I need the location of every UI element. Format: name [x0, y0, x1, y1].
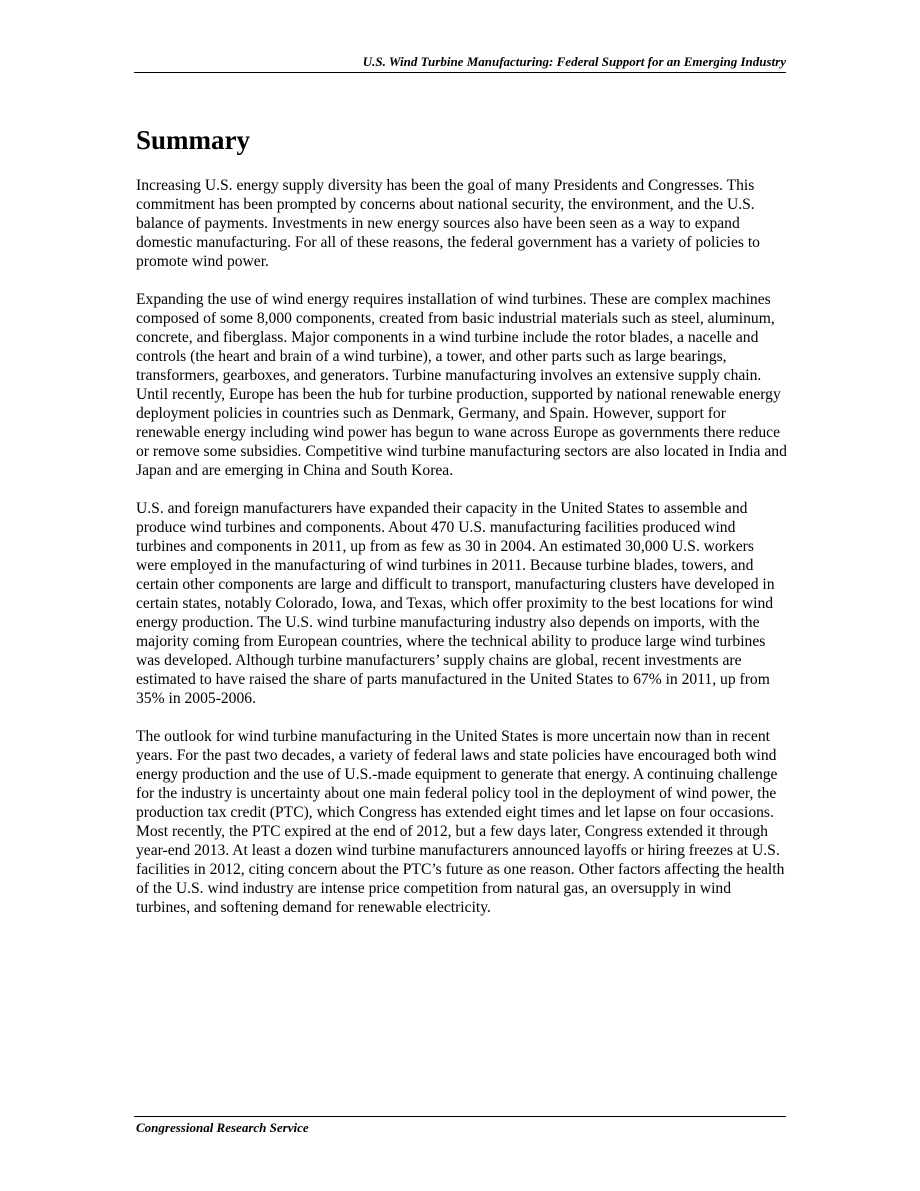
running-header: U.S. Wind Turbine Manufacturing: Federal Support for an Emerging Industry	[362, 54, 786, 69]
summary-paragraph-4: The outlook for wind turbine manufacturing in the United States is more uncertain now than in recent years. For the past two decades, a variety of federal laws and state policies have encouraged both wind energy production and the use of U.S.-made equipment to generate that energy. A continuing challenge for the industry is uncertainty about one main federal policy tool in the deployment of wind power, the production tax credit (PTC), which Congress has extended eight times and let lapse on four occasions. Most recently, the PTC expired at the end of 2012, but a few days later, Congress extended it through year-end 2013. At least a dozen wind turbine manufacturers announced layoffs or hiring freezes at U.S. facilities in 2012, citing concern about the PTC’s future as one reason. Other factors affecting the health of the U.S. wind industry are intense price competition from natural gas, an oversupply in wind turbines, and softening demand for renewable electricity.	[136, 728, 785, 916]
running-footer: Congressional Research Service	[136, 1120, 309, 1135]
summary-body	[136, 176, 788, 936]
header-divider	[134, 72, 786, 73]
summary-paragraph-3: U.S. and foreign manufacturers have expanded their capacity in the United States to assemble and produce wind turbines and components. About 470 U.S. manufacturing facilities produced wind turbines and components in 2011, up from as few as 30 in 2004. An estimated 30,000 U.S. workers were employed in the manufacturing of wind turbines in 2011. Because turbine blades, towers, and certain other components are large and difficult to transport, manufacturing clusters have developed in certain states, notably Colorado, Iowa, and Texas, which offer proximity to the best locations for wind energy production. The U.S. wind turbine manufacturing industry also depends on imports, with the majority coming from European countries, where the technical ability to produce large wind turbines was developed. Although turbine manufacturers’ supply chains are global, recent investments are estimated to have raised the share of parts manufactured in the United States to 67% in 2011, up from 35% in 2005-2006.	[136, 500, 775, 707]
section-heading: Summary	[136, 125, 250, 155]
summary-paragraph-1: Increasing U.S. energy supply diversity has been the goal of many Presidents and Congresses. This commitment has been prompted by concerns about national security, the environment, and the U.S. balance of payments. Investments in new energy sources also have been seen as a way to expand domestic manufacturing. For all of these reasons, the federal government has a variety of policies to promote wind power.	[136, 177, 760, 270]
summary-paragraph-2: Expanding the use of wind energy requires installation of wind turbines. These are complex machines composed of some 8,000 components, created from basic industrial materials such as steel, aluminum, concrete, and fiberglass. Major components in a wind turbine include the rotor blades, a nacelle and controls (the heart and brain of a wind turbine), a tower, and other parts such as large bearings, transformers, gearboxes, and generators. Turbine manufacturing involves an extensive supply chain. Until recently, Europe has been the hub for turbine production, supported by national renewable energy deployment policies in countries such as Denmark, Germany, and Spain. However, support for renewable energy including wind power has begun to wane across Europe as governments there reduce or remove some subsidies. Competitive wind turbine manufacturing sectors are also located in India and Japan and are emerging in China and South Korea.	[136, 291, 787, 479]
footer-divider	[134, 1116, 786, 1117]
